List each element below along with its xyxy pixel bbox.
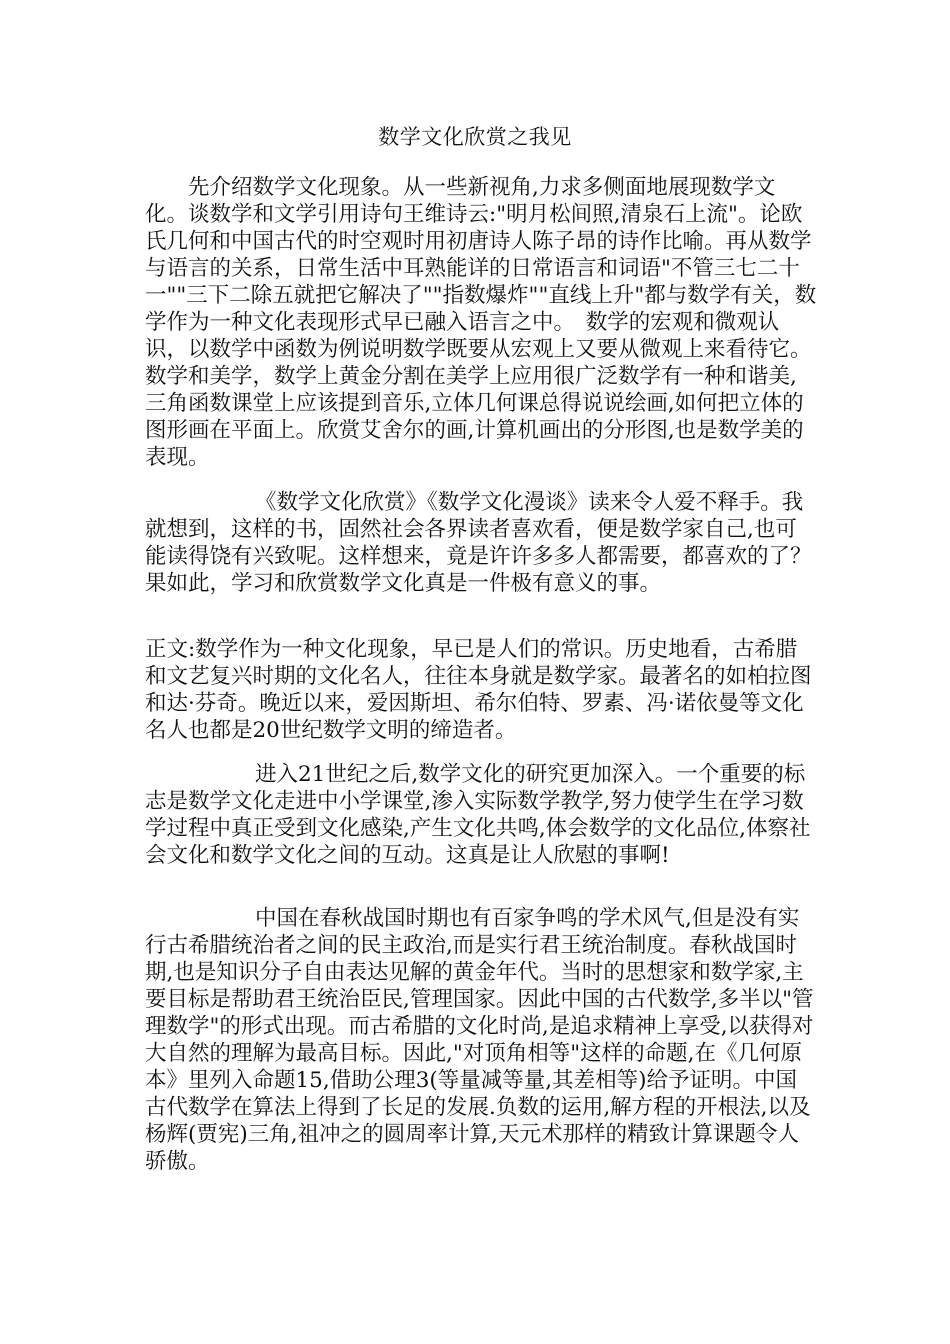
paragraph-china-greece: 中国在春秋战国时期也有百家争鸣的学术风气,但是没有实行古希腊统治者之间的民主政治,而是实行君王统治制度。春秋战国时期,也是知识分子自由表达见解的黄金年代。当时的思想家和数学家,主要目标是帮助君王统治臣民,管理国家。因此中国的古代数学,多半以"管理数学"的形式出现。而古希腊的文化时尚,是追求精神上享受,以获得对大自然的理解为最高目标。因此,"对顶角相等"这样的命题,在《几何原本》里列入命题15,借助公理3(等量减等量,其差相等)给予证明。中国古代数学在算法上得到了长足的发展.负数的运用,解方程的开根法,以及杨辉(贾宪)三角,祖冲之的圆周率计算,天元术那样的精致计算课题令人骄傲。 — [145, 906, 814, 1174]
paragraph-intro: 先介绍数学文化现象。从一些新视角,力求多侧面地展现数学文化。谈数学和文学引用诗句王维诗云:"明月松间照,清泉石上流"。论欧氏几何和中国古代的时空观时用初唐诗人陈子昂的诗作比喻。再从数学与语言的关系，日常生活中耳熟能详的日常语言和词语"不管三七二十一""三下二除五就把它解决了""指数爆炸""直线上升"都与数学有关，数学作为一种文化表现形式早已融入语言之中。 数学的宏观和微观认识，以数学中函数为例说明数学既要从宏观上又要从微观上来看待它。数学和美学，数学上黄金分割在美学上应用很广泛数学有一种和谐美,三角函数课堂上应该提到音乐,立体几何课总得说说绘画,如何把立体的图形画在平面上。欣赏艾舍尔的画,计算机画出的分形图,也是数学美的表现。 — [145, 175, 817, 470]
paragraph-books: 《数学文化欣赏》《数学文化漫谈》读来令人爱不释手。我就想到，这样的书，固然社会各界读者喜欢看，便是数学家自己,也可能读得饶有兴致呢。这样想来，竟是许许多多人都需要，都喜欢的了？果如此，学习和欣赏数学文化真是一件极有意义的事。 — [145, 490, 812, 596]
document-title: 数学文化欣赏之我见 — [378, 125, 572, 149]
paragraph-main-text: 正文:数学作为一种文化现象，早已是人们的常识。历史地看，古希腊和文艺复兴时期的文化名人，往往本身就是数学家。最著名的如柏拉图和达·芬奇。晚近以来，爱因斯坦、希尔伯特、罗素、冯·诺依曼等文化名人也都是20世纪数学文明的缔造者。 — [145, 637, 812, 743]
paragraph-21st-century: 进入21世纪之后,数学文化的研究更加深入。一个重要的标志是数学文化走进中小学课堂,渗入实际数学教学,努力使学生在学习数学过程中真正受到文化感染,产生文化共鸣,体会数学的文化品位,体察社会文化和数学文化之间的互动。这真是让人欣慰的事啊! — [145, 762, 811, 868]
